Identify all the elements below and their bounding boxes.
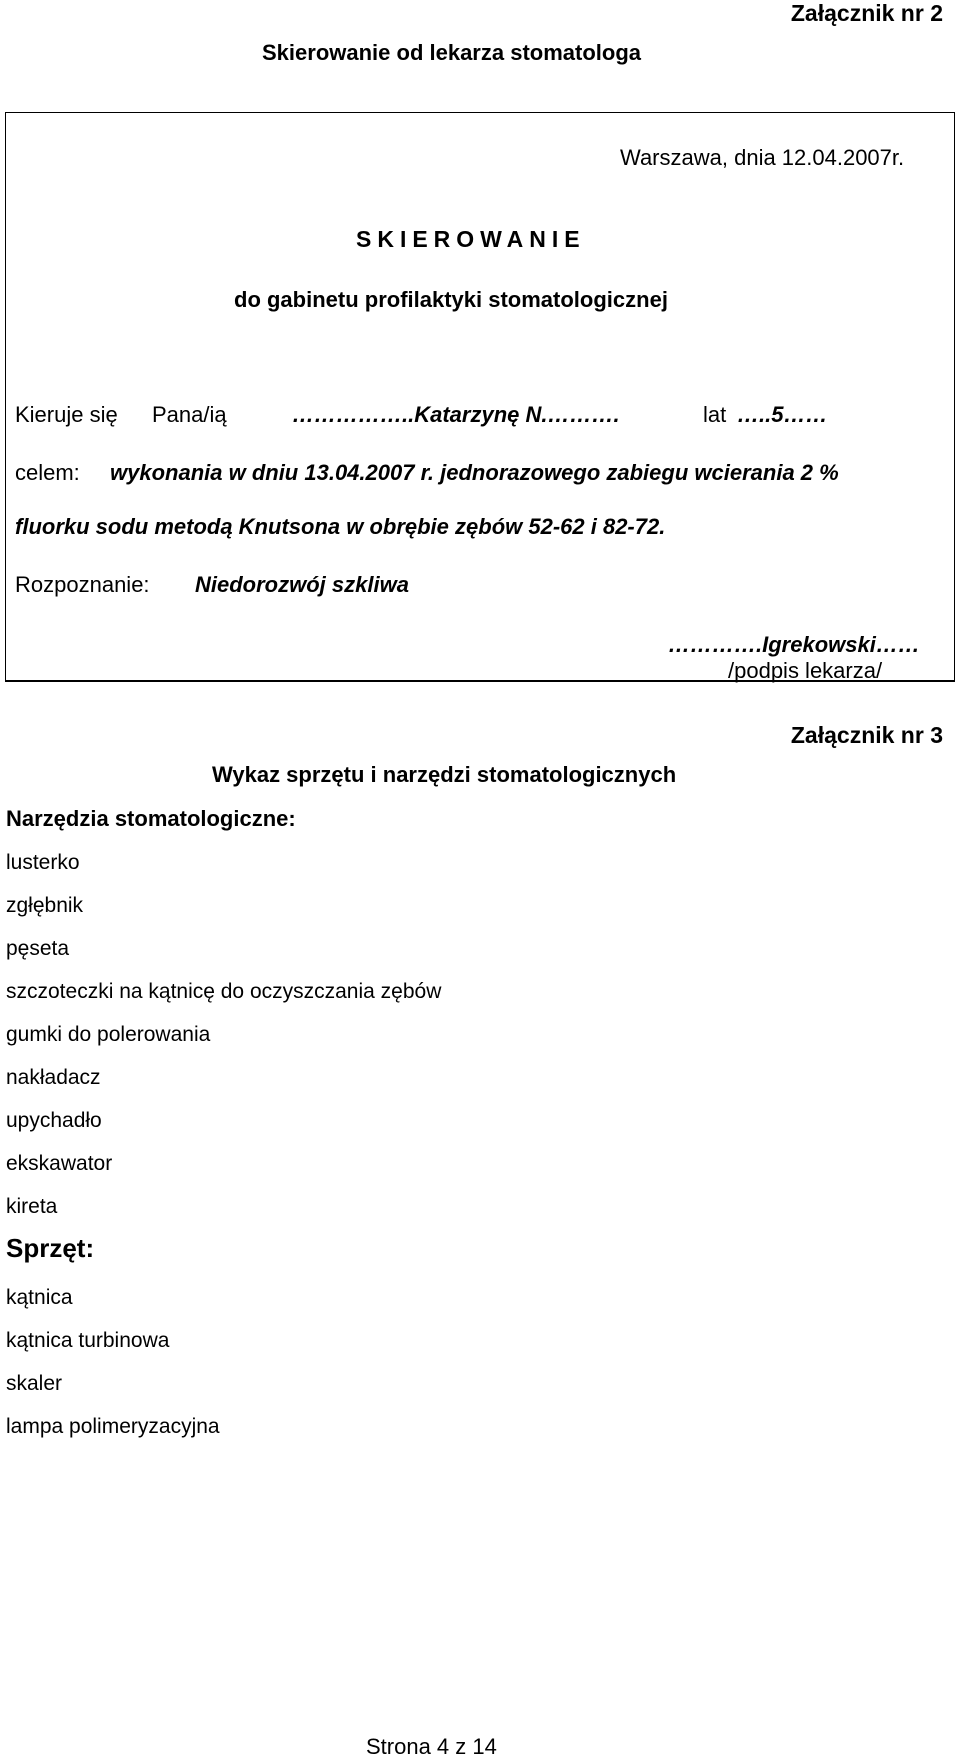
list-item: szczoteczki na kątnicę do oczyszczania zębów bbox=[6, 980, 442, 1003]
list-item: skaler bbox=[6, 1372, 63, 1395]
patient-label: Kieruje się bbox=[15, 402, 118, 427]
purpose-text-line-1: wykonania w dniu 13.04.2007 r. jednorazowego zabiegu wcierania 2 % bbox=[110, 460, 839, 485]
age-label: lat bbox=[703, 402, 727, 427]
attachment-3-label: Załącznik nr 3 bbox=[790, 722, 943, 748]
patient-name: ……………..Katarzynę N.………. bbox=[292, 402, 620, 427]
list-item: ekskawator bbox=[6, 1152, 113, 1175]
tools-list bbox=[6, 841, 441, 1228]
list-item: kątnica bbox=[6, 1286, 73, 1309]
place-date: Warszawa, dnia 12.04.2007r. bbox=[620, 145, 905, 170]
purpose-text-line-2: fluorku sodu metodą Knutsona w obrębie zębów 52-62 i 82-72. bbox=[15, 514, 666, 539]
equipment-list-title: Wykaz sprzętu i narzędzi stomatologicznych bbox=[212, 762, 677, 787]
list-item: lusterko bbox=[6, 851, 80, 874]
diagnosis-label: Rozpoznanie: bbox=[15, 572, 150, 597]
list-item: pęseta bbox=[6, 937, 70, 960]
doctor-signature: ………….Igrekowski…… bbox=[668, 632, 920, 657]
purpose-label: celem: bbox=[15, 460, 80, 485]
list-item: nakładacz bbox=[6, 1066, 101, 1089]
list-item: upychadło bbox=[6, 1109, 102, 1132]
list-item: gumki do polerowania bbox=[6, 1023, 211, 1046]
list-item: zgłębnik bbox=[6, 894, 84, 917]
patient-prefix: Pana/ią bbox=[152, 402, 227, 427]
tools-heading: Narzędzia stomatologiczne: bbox=[6, 806, 296, 831]
list-item: lampa polimeryzacyjna bbox=[6, 1415, 220, 1438]
attachment-2-title: Skierowanie od lekarza stomatologa bbox=[262, 40, 642, 65]
form-subtitle: do gabinetu profilaktyki stomatologicznej bbox=[234, 287, 668, 312]
signature-caption: /podpis lekarza/ bbox=[728, 658, 883, 683]
attachment-2-label: Załącznik nr 2 bbox=[790, 0, 943, 26]
page-number: Strona 4 z 14 bbox=[366, 1734, 497, 1759]
list-item: kątnica turbinowa bbox=[6, 1329, 170, 1352]
equipment-heading: Sprzęt: bbox=[6, 1233, 95, 1263]
diagnosis-value: Niedorozwój szkliwa bbox=[195, 572, 409, 597]
form-title: SKIEROWANIE bbox=[356, 226, 586, 252]
age-value: …..5…… bbox=[737, 402, 828, 427]
list-item: kireta bbox=[6, 1195, 58, 1218]
equipment-list bbox=[6, 1276, 220, 1448]
